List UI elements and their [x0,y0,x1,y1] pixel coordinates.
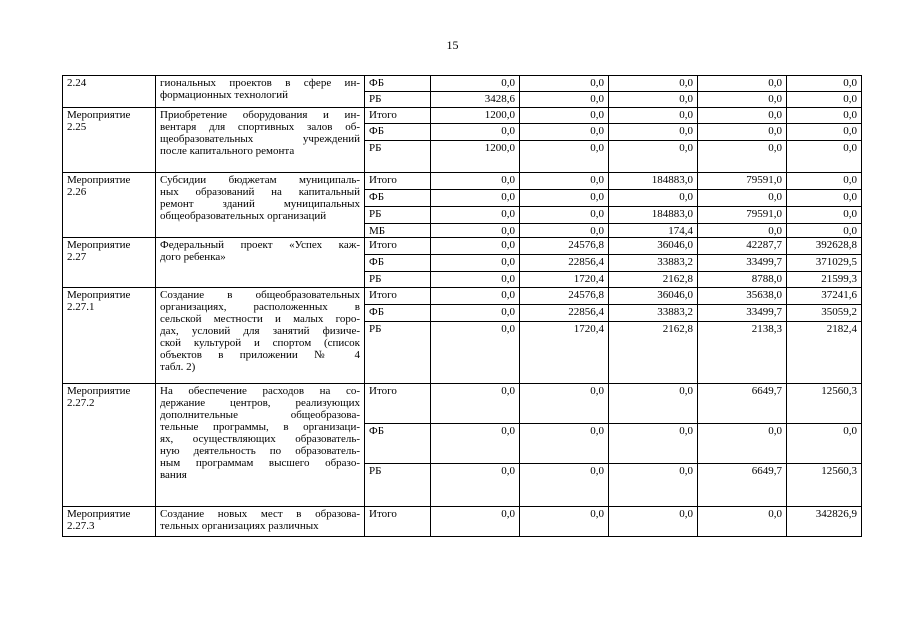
value-cell-year-1: 0,0 [431,76,520,92]
value-cell-year-3: 0,0 [609,464,698,507]
value-cell-year-1: 1200,0 [431,141,520,173]
description-line: ремонт зданий муниципальных [160,198,360,210]
value-cell-year-1: 1200,0 [431,108,520,124]
value-cell-year-2: 0,0 [520,190,609,207]
description-line: держание центров, реализующих [160,397,360,409]
measure-description-cell [156,384,365,507]
value-cell-year-2: 0,0 [520,507,609,537]
table-row [63,288,862,305]
value-cell-year-5: 0,0 [787,92,862,108]
description-line: Субсидии бюджетам муниципаль- [160,174,360,186]
value-cell-year-5: 0,0 [787,173,862,190]
measure-id-cell: Мероприятие 2.27 [63,238,156,288]
value-cell-year-5: 21599,3 [787,272,862,288]
description-line: Создание в общеобразовательных [160,289,360,301]
description-line: дого ребенка» [160,251,226,263]
value-cell-year-1: 0,0 [431,322,520,384]
value-cell-year-2: 0,0 [520,124,609,141]
value-cell-year-3: 0,0 [609,507,698,537]
value-cell-year-5: 12560,3 [787,384,862,424]
value-cell-year-5: 342826,9 [787,507,862,537]
description-line: после капитального ремонта [160,145,295,157]
measure-description-cell [156,108,365,173]
description-line: щеобразовательных учреждений [160,133,360,145]
measure-description-cell [156,288,365,384]
value-cell-year-4: 33499,7 [698,305,787,322]
value-cell-year-5: 0,0 [787,424,862,464]
description-line: вания [160,469,187,481]
value-cell-year-2: 24576,8 [520,238,609,255]
value-cell-year-3: 0,0 [609,108,698,124]
value-cell-year-4: 0,0 [698,124,787,141]
value-cell-year-5: 12560,3 [787,464,862,507]
funding-source-cell: РБ [365,207,431,224]
value-cell-year-1: 0,0 [431,124,520,141]
table-row [63,173,862,190]
value-cell-year-4: 79591,0 [698,207,787,224]
measure-id-cell: Мероприятие 2.27.3 [63,507,156,537]
value-cell-year-4: 0,0 [698,92,787,108]
value-cell-year-3: 174,4 [609,224,698,238]
measure-id-cell: Мероприятие 2.26 [63,173,156,238]
value-cell-year-4: 35638,0 [698,288,787,305]
value-cell-year-4: 0,0 [698,507,787,537]
table-row [63,507,862,537]
value-cell-year-5: 0,0 [787,108,862,124]
value-cell-year-1: 0,0 [431,288,520,305]
value-cell-year-5: 0,0 [787,190,862,207]
value-cell-year-2: 0,0 [520,384,609,424]
description-line: ях, осуществляющих образователь- [160,433,360,445]
measure-description-cell [156,238,365,288]
funding-source-cell: Итого [365,507,431,537]
description-line: формационных технологий [160,89,288,101]
value-cell-year-4: 2138,3 [698,322,787,384]
value-cell-year-1: 0,0 [431,384,520,424]
value-cell-year-4: 8788,0 [698,272,787,288]
funding-source-cell: РБ [365,464,431,507]
value-cell-year-3: 184883,0 [609,173,698,190]
value-cell-year-3: 0,0 [609,141,698,173]
budget-table [62,75,862,537]
funding-source-cell: РБ [365,322,431,384]
description-line: ным программам высшего образо- [160,457,360,469]
value-cell-year-1: 0,0 [431,238,520,255]
value-cell-year-4: 0,0 [698,424,787,464]
measure-id-cell: Мероприятие 2.25 [63,108,156,173]
value-cell-year-4: 6649,7 [698,464,787,507]
value-cell-year-5: 371029,5 [787,255,862,272]
value-cell-year-1: 0,0 [431,224,520,238]
value-cell-year-2: 22856,4 [520,255,609,272]
funding-source-cell: ФБ [365,255,431,272]
value-cell-year-3: 0,0 [609,190,698,207]
funding-source-cell: ФБ [365,305,431,322]
description-line: Создание новых мест в образова- [160,508,360,520]
value-cell-year-3: 36046,0 [609,288,698,305]
table-row [63,108,862,124]
measure-description-cell [156,507,365,537]
value-cell-year-2: 0,0 [520,76,609,92]
value-cell-year-4: 0,0 [698,141,787,173]
description-line: тельные программы, в организаци- [160,421,360,433]
funding-source-cell: Итого [365,238,431,255]
value-cell-year-1: 0,0 [431,207,520,224]
measure-id-cell: Мероприятие 2.27.2 [63,384,156,507]
table-row [63,76,862,92]
funding-source-cell: ФБ [365,76,431,92]
description-line: общеобразовательных организаций [160,210,327,222]
measure-id-cell: 2.24 [63,76,156,108]
value-cell-year-3: 0,0 [609,124,698,141]
value-cell-year-1: 0,0 [431,507,520,537]
value-cell-year-4: 79591,0 [698,173,787,190]
funding-source-cell: Итого [365,384,431,424]
value-cell-year-2: 0,0 [520,424,609,464]
description-line: гиональных проектов в сфере ин- [160,77,360,89]
value-cell-year-2: 0,0 [520,207,609,224]
value-cell-year-1: 0,0 [431,424,520,464]
value-cell-year-2: 0,0 [520,141,609,173]
value-cell-year-4: 0,0 [698,190,787,207]
value-cell-year-5: 0,0 [787,207,862,224]
funding-source-cell: ФБ [365,190,431,207]
value-cell-year-3: 0,0 [609,384,698,424]
value-cell-year-5: 0,0 [787,124,862,141]
description-line: табл. 2) [160,361,196,373]
table-row [63,384,862,424]
description-line: тельных организациях различных [160,520,319,532]
description-line: ных образований на капитальный [160,186,360,198]
value-cell-year-2: 1720,4 [520,272,609,288]
value-cell-year-2: 0,0 [520,92,609,108]
description-line: Федеральный проект «Успех каж- [160,239,360,251]
page-number: 15 [446,38,459,52]
description-line: организациях, расположенных в [160,301,360,313]
value-cell-year-5: 0,0 [787,224,862,238]
value-cell-year-3: 33883,2 [609,305,698,322]
value-cell-year-2: 24576,8 [520,288,609,305]
value-cell-year-4: 33499,7 [698,255,787,272]
value-cell-year-3: 33883,2 [609,255,698,272]
funding-source-cell: РБ [365,92,431,108]
value-cell-year-2: 22856,4 [520,305,609,322]
description-line: Приобретение оборудования и ин- [160,109,360,121]
description-line: ную деятельность по образователь- [160,445,360,457]
measure-id-cell: Мероприятие 2.27.1 [63,288,156,384]
value-cell-year-3: 0,0 [609,424,698,464]
value-cell-year-1: 0,0 [431,190,520,207]
funding-source-cell: Итого [365,288,431,305]
table-row [63,238,862,255]
value-cell-year-5: 35059,2 [787,305,862,322]
value-cell-year-1: 0,0 [431,173,520,190]
value-cell-year-5: 0,0 [787,76,862,92]
value-cell-year-1: 3428,6 [431,92,520,108]
funding-source-cell: РБ [365,272,431,288]
description-line: сельской местности и малых горо- [160,313,360,325]
value-cell-year-1: 0,0 [431,272,520,288]
value-cell-year-5: 37241,6 [787,288,862,305]
funding-source-cell: ФБ [365,124,431,141]
value-cell-year-3: 0,0 [609,92,698,108]
value-cell-year-3: 36046,0 [609,238,698,255]
value-cell-year-3: 184883,0 [609,207,698,224]
value-cell-year-5: 0,0 [787,141,862,173]
value-cell-year-3: 2162,8 [609,322,698,384]
description-line: вентаря для спортивных залов об- [160,121,360,133]
description-line: На обеспечение расходов на со- [160,385,360,397]
value-cell-year-4: 42287,7 [698,238,787,255]
funding-source-cell: Итого [365,108,431,124]
value-cell-year-1: 0,0 [431,305,520,322]
value-cell-year-4: 0,0 [698,224,787,238]
description-line: дополнительные общеобразова- [160,409,360,421]
value-cell-year-2: 0,0 [520,224,609,238]
value-cell-year-4: 0,0 [698,76,787,92]
value-cell-year-2: 0,0 [520,173,609,190]
funding-source-cell: ФБ [365,424,431,464]
description-line: объектов в приложении № 4 [160,349,360,361]
description-line: дах, условий для занятий физиче- [160,325,360,337]
value-cell-year-5: 392628,8 [787,238,862,255]
description-line: ской культурой и спортом (список [160,337,360,349]
value-cell-year-2: 0,0 [520,464,609,507]
funding-source-cell: МБ [365,224,431,238]
value-cell-year-1: 0,0 [431,464,520,507]
value-cell-year-2: 0,0 [520,108,609,124]
funding-source-cell: Итого [365,173,431,190]
measure-description-cell [156,173,365,238]
value-cell-year-5: 2182,4 [787,322,862,384]
value-cell-year-2: 1720,4 [520,322,609,384]
value-cell-year-4: 0,0 [698,108,787,124]
value-cell-year-3: 0,0 [609,76,698,92]
measure-description-cell [156,76,365,108]
funding-source-cell: РБ [365,141,431,173]
value-cell-year-1: 0,0 [431,255,520,272]
value-cell-year-4: 6649,7 [698,384,787,424]
value-cell-year-3: 2162,8 [609,272,698,288]
